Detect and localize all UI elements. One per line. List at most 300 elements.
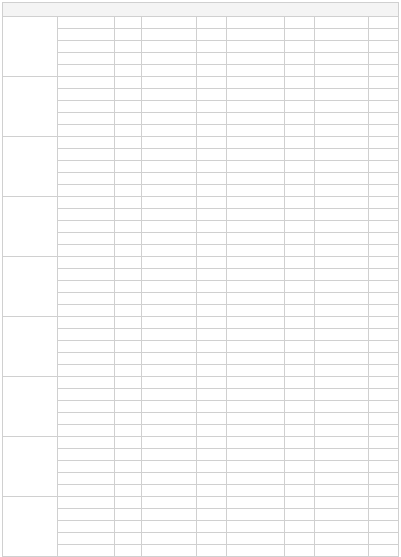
item-cell: [58, 173, 115, 185]
score-cell: [115, 341, 142, 353]
item-cell: [142, 437, 197, 449]
score-cell: [197, 341, 227, 353]
score-cell: [285, 125, 315, 137]
score-cell: [197, 365, 227, 377]
item-cell: [315, 545, 369, 557]
item-cell: [58, 209, 115, 221]
item-cell: [315, 17, 369, 29]
item-cell: [315, 377, 369, 389]
item-cell: [142, 473, 197, 485]
score-cell: [369, 401, 399, 413]
score-cell: [369, 293, 399, 305]
item-cell: [142, 341, 197, 353]
item-cell: [227, 269, 285, 281]
item-cell: [142, 209, 197, 221]
score-cell: [285, 545, 315, 557]
score-cell: [285, 113, 315, 125]
table-row: [3, 125, 399, 137]
table-row: [3, 149, 399, 161]
score-cell: [369, 449, 399, 461]
score-cell: [285, 401, 315, 413]
score-cell: [369, 173, 399, 185]
item-cell: [315, 425, 369, 437]
score-cell: [285, 365, 315, 377]
score-cell: [369, 377, 399, 389]
score-cell: [285, 389, 315, 401]
score-cell: [197, 65, 227, 77]
item-cell: [227, 305, 285, 317]
score-cell: [369, 509, 399, 521]
score-cell: [285, 65, 315, 77]
item-cell: [58, 245, 115, 257]
score-cell: [369, 17, 399, 29]
item-cell: [315, 221, 369, 233]
category-label: [3, 497, 58, 557]
item-cell: [58, 269, 115, 281]
item-cell: [315, 233, 369, 245]
item-cell: [142, 305, 197, 317]
item-cell: [58, 29, 115, 41]
score-cell: [115, 125, 142, 137]
score-cell: [285, 485, 315, 497]
score-cell: [115, 473, 142, 485]
item-cell: [315, 329, 369, 341]
score-cell: [115, 293, 142, 305]
score-cell: [285, 269, 315, 281]
item-cell: [142, 197, 197, 209]
score-cell: [115, 497, 142, 509]
item-cell: [227, 353, 285, 365]
item-cell: [58, 473, 115, 485]
item-cell: [142, 329, 197, 341]
score-cell: [197, 389, 227, 401]
item-cell: [58, 17, 115, 29]
score-cell: [369, 53, 399, 65]
score-cell: [285, 257, 315, 269]
item-cell: [58, 377, 115, 389]
table-row: [3, 17, 399, 29]
item-cell: [315, 113, 369, 125]
item-cell: [142, 485, 197, 497]
score-cell: [285, 281, 315, 293]
table-row: [3, 41, 399, 53]
item-cell: [227, 485, 285, 497]
table-row: [3, 173, 399, 185]
item-cell: [142, 317, 197, 329]
item-cell: [315, 509, 369, 521]
item-cell: [142, 29, 197, 41]
item-cell: [315, 161, 369, 173]
table-row: [3, 245, 399, 257]
score-cell: [115, 521, 142, 533]
item-cell: [227, 533, 285, 545]
table-row: [3, 89, 399, 101]
score-cell: [285, 329, 315, 341]
item-cell: [58, 449, 115, 461]
table-row: [3, 137, 399, 149]
score-cell: [115, 53, 142, 65]
score-cell: [115, 29, 142, 41]
score-cell: [369, 41, 399, 53]
item-cell: [227, 401, 285, 413]
table-row: [3, 353, 399, 365]
score-cell: [197, 449, 227, 461]
score-cell: [197, 425, 227, 437]
table-row: [3, 269, 399, 281]
item-cell: [142, 497, 197, 509]
score-cell: [285, 293, 315, 305]
table-row: [3, 365, 399, 377]
score-cell: [115, 185, 142, 197]
item-cell: [58, 533, 115, 545]
score-cell: [285, 413, 315, 425]
item-cell: [142, 413, 197, 425]
item-cell: [142, 113, 197, 125]
score-cell: [285, 377, 315, 389]
item-cell: [315, 125, 369, 137]
score-cell: [115, 545, 142, 557]
score-cell: [369, 353, 399, 365]
score-cell: [115, 89, 142, 101]
ranking-table: [2, 2, 399, 557]
item-cell: [142, 401, 197, 413]
table-row: [3, 473, 399, 485]
item-cell: [315, 533, 369, 545]
table-row: [3, 317, 399, 329]
score-cell: [197, 245, 227, 257]
item-cell: [315, 89, 369, 101]
score-cell: [285, 305, 315, 317]
item-cell: [58, 485, 115, 497]
item-cell: [142, 185, 197, 197]
score-cell: [369, 29, 399, 41]
score-cell: [115, 65, 142, 77]
score-cell: [197, 521, 227, 533]
score-cell: [197, 485, 227, 497]
score-cell: [285, 473, 315, 485]
score-cell: [369, 329, 399, 341]
item-cell: [58, 101, 115, 113]
score-cell: [197, 473, 227, 485]
table-title: [3, 3, 399, 17]
item-cell: [227, 293, 285, 305]
item-cell: [227, 137, 285, 149]
item-cell: [58, 365, 115, 377]
score-cell: [369, 413, 399, 425]
item-cell: [58, 305, 115, 317]
score-cell: [115, 353, 142, 365]
score-cell: [369, 197, 399, 209]
table-row: [3, 341, 399, 353]
score-cell: [369, 485, 399, 497]
score-cell: [285, 149, 315, 161]
score-cell: [285, 173, 315, 185]
score-cell: [369, 257, 399, 269]
score-cell: [197, 161, 227, 173]
item-cell: [142, 353, 197, 365]
score-cell: [197, 353, 227, 365]
score-cell: [197, 197, 227, 209]
score-cell: [115, 413, 142, 425]
item-cell: [315, 257, 369, 269]
category-label: [3, 197, 58, 257]
item-cell: [58, 461, 115, 473]
item-cell: [227, 437, 285, 449]
score-cell: [285, 437, 315, 449]
item-cell: [227, 521, 285, 533]
score-cell: [285, 449, 315, 461]
score-cell: [369, 137, 399, 149]
score-cell: [285, 185, 315, 197]
score-cell: [115, 269, 142, 281]
score-cell: [197, 401, 227, 413]
score-cell: [369, 341, 399, 353]
score-cell: [197, 437, 227, 449]
table-row: [3, 29, 399, 41]
item-cell: [58, 137, 115, 149]
item-cell: [58, 53, 115, 65]
score-cell: [115, 197, 142, 209]
table-title-row: [3, 3, 399, 17]
table-row: [3, 197, 399, 209]
category-label: [3, 17, 58, 77]
score-cell: [115, 305, 142, 317]
item-cell: [58, 161, 115, 173]
item-cell: [315, 413, 369, 425]
item-cell: [315, 245, 369, 257]
item-cell: [58, 521, 115, 533]
item-cell: [142, 89, 197, 101]
item-cell: [227, 209, 285, 221]
score-cell: [369, 497, 399, 509]
item-cell: [227, 449, 285, 461]
score-cell: [197, 113, 227, 125]
item-cell: [142, 65, 197, 77]
score-cell: [115, 509, 142, 521]
item-cell: [227, 65, 285, 77]
score-cell: [285, 425, 315, 437]
item-cell: [58, 185, 115, 197]
item-cell: [315, 473, 369, 485]
item-cell: [315, 197, 369, 209]
item-cell: [227, 365, 285, 377]
score-cell: [285, 77, 315, 89]
score-cell: [369, 521, 399, 533]
item-cell: [227, 329, 285, 341]
table-row: [3, 185, 399, 197]
item-cell: [58, 89, 115, 101]
score-cell: [285, 317, 315, 329]
item-cell: [142, 509, 197, 521]
score-cell: [197, 317, 227, 329]
score-cell: [115, 437, 142, 449]
score-cell: [115, 221, 142, 233]
score-cell: [369, 185, 399, 197]
item-cell: [315, 53, 369, 65]
item-cell: [315, 341, 369, 353]
score-cell: [115, 233, 142, 245]
score-cell: [197, 533, 227, 545]
table-row: [3, 65, 399, 77]
score-cell: [197, 185, 227, 197]
item-cell: [58, 41, 115, 53]
score-cell: [115, 137, 142, 149]
item-cell: [315, 137, 369, 149]
item-cell: [142, 257, 197, 269]
item-cell: [142, 125, 197, 137]
table-row: [3, 221, 399, 233]
score-cell: [115, 113, 142, 125]
score-cell: [369, 77, 399, 89]
item-cell: [58, 125, 115, 137]
item-cell: [58, 233, 115, 245]
item-cell: [227, 29, 285, 41]
item-cell: [227, 221, 285, 233]
score-cell: [369, 317, 399, 329]
item-cell: [227, 473, 285, 485]
table-row: [3, 293, 399, 305]
item-cell: [315, 461, 369, 473]
score-cell: [285, 509, 315, 521]
item-cell: [142, 365, 197, 377]
item-cell: [227, 101, 285, 113]
category-label: [3, 77, 58, 137]
table-row: [3, 281, 399, 293]
item-cell: [227, 425, 285, 437]
item-cell: [227, 233, 285, 245]
score-cell: [285, 101, 315, 113]
item-cell: [315, 41, 369, 53]
score-cell: [197, 41, 227, 53]
item-cell: [227, 125, 285, 137]
item-cell: [315, 389, 369, 401]
item-cell: [58, 545, 115, 557]
item-cell: [315, 305, 369, 317]
table-row: [3, 389, 399, 401]
item-cell: [315, 521, 369, 533]
item-cell: [58, 437, 115, 449]
item-cell: [142, 77, 197, 89]
item-cell: [227, 509, 285, 521]
score-cell: [115, 41, 142, 53]
score-cell: [197, 269, 227, 281]
item-cell: [315, 185, 369, 197]
item-cell: [227, 257, 285, 269]
item-cell: [142, 521, 197, 533]
score-cell: [369, 533, 399, 545]
score-cell: [115, 365, 142, 377]
item-cell: [227, 41, 285, 53]
item-cell: [142, 17, 197, 29]
item-cell: [227, 53, 285, 65]
score-cell: [369, 113, 399, 125]
item-cell: [227, 89, 285, 101]
item-cell: [58, 389, 115, 401]
item-cell: [142, 449, 197, 461]
score-cell: [285, 341, 315, 353]
score-cell: [369, 209, 399, 221]
item-cell: [315, 449, 369, 461]
score-cell: [369, 269, 399, 281]
score-cell: [285, 161, 315, 173]
item-cell: [58, 77, 115, 89]
score-cell: [285, 197, 315, 209]
item-cell: [227, 113, 285, 125]
table-row: [3, 101, 399, 113]
category-label: [3, 257, 58, 317]
item-cell: [142, 545, 197, 557]
item-cell: [142, 389, 197, 401]
item-cell: [142, 173, 197, 185]
item-cell: [227, 173, 285, 185]
score-cell: [285, 497, 315, 509]
score-cell: [285, 29, 315, 41]
score-cell: [115, 257, 142, 269]
score-cell: [369, 437, 399, 449]
score-cell: [115, 449, 142, 461]
item-cell: [315, 497, 369, 509]
item-cell: [227, 545, 285, 557]
item-cell: [58, 257, 115, 269]
item-cell: [315, 317, 369, 329]
item-cell: [58, 281, 115, 293]
item-cell: [315, 281, 369, 293]
item-cell: [315, 173, 369, 185]
score-cell: [369, 233, 399, 245]
item-cell: [227, 497, 285, 509]
item-cell: [58, 197, 115, 209]
score-cell: [197, 17, 227, 29]
table-row: [3, 233, 399, 245]
item-cell: [58, 353, 115, 365]
item-cell: [227, 149, 285, 161]
item-cell: [142, 41, 197, 53]
score-cell: [285, 209, 315, 221]
score-cell: [115, 173, 142, 185]
item-cell: [315, 149, 369, 161]
item-cell: [227, 161, 285, 173]
score-cell: [197, 509, 227, 521]
score-cell: [115, 101, 142, 113]
score-cell: [115, 17, 142, 29]
score-cell: [197, 257, 227, 269]
table-row: [3, 437, 399, 449]
item-cell: [58, 149, 115, 161]
item-cell: [142, 233, 197, 245]
score-cell: [369, 125, 399, 137]
score-cell: [285, 233, 315, 245]
score-cell: [115, 209, 142, 221]
table-row: [3, 161, 399, 173]
item-cell: [58, 497, 115, 509]
score-cell: [197, 77, 227, 89]
score-cell: [285, 533, 315, 545]
score-cell: [197, 545, 227, 557]
score-cell: [197, 293, 227, 305]
score-cell: [115, 317, 142, 329]
item-cell: [315, 365, 369, 377]
score-cell: [197, 89, 227, 101]
item-cell: [227, 197, 285, 209]
score-cell: [285, 53, 315, 65]
item-cell: [315, 77, 369, 89]
item-cell: [142, 101, 197, 113]
item-cell: [315, 101, 369, 113]
item-cell: [315, 485, 369, 497]
table-row: [3, 77, 399, 89]
score-cell: [115, 401, 142, 413]
score-cell: [285, 17, 315, 29]
